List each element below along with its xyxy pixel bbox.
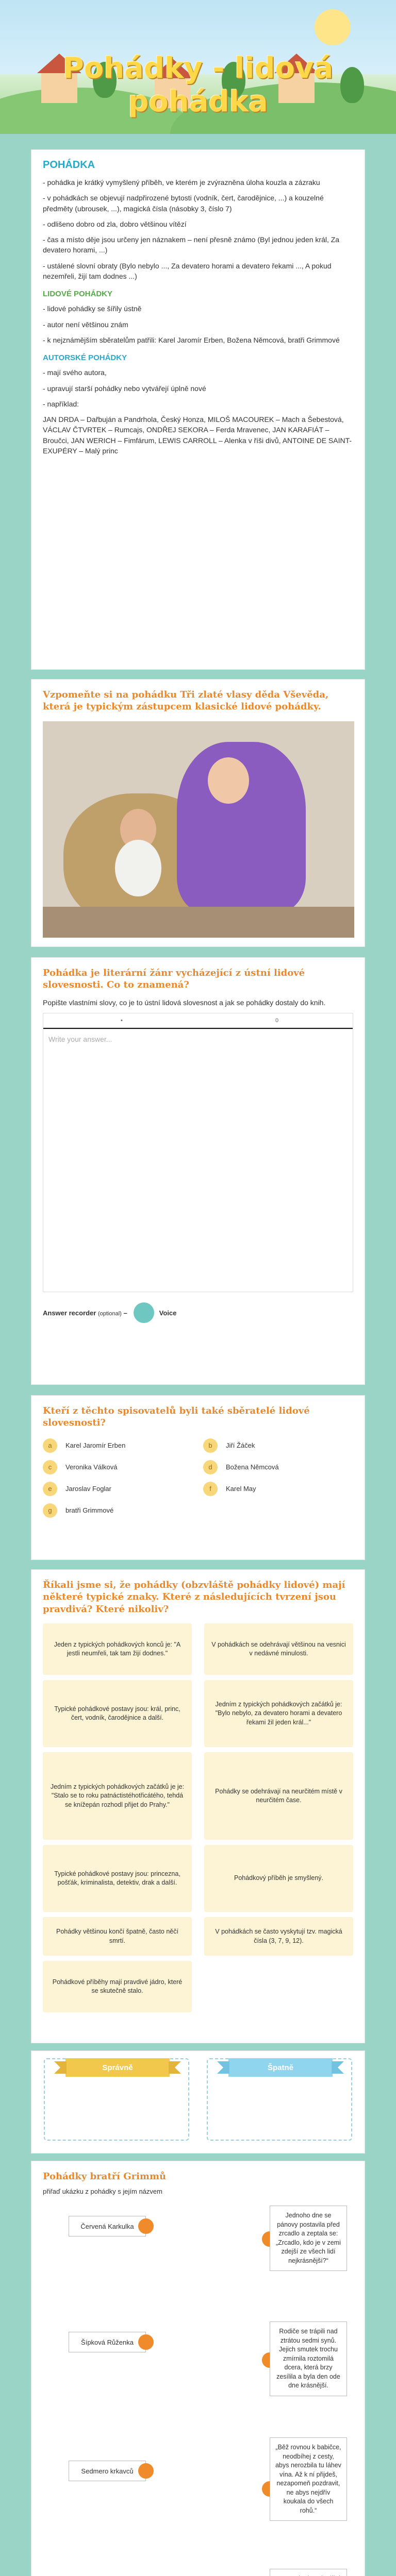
tale-excerpt[interactable]: Rodiče se trápili nad ztrátou sedmi synů. Jejich smutek trochu zmírnila roztomilá dcera, která brzy zesílila a byla den ode dne krásnější. [270,2321,347,2396]
recorder-separator: – [123,1309,127,1317]
statement-tile[interactable]: V pohádkách se často vyskytují tzv. magická čísla (3, 7, 9, 12). [204,1917,353,1956]
correct-bucket[interactable] [44,2058,189,2141]
statement-tile[interactable]: Jedním z typických pohádkových začátků je je: "Stalo se to roku patnáctistéhotřicátého, tehdá se knížepán rozhodl přijet do Prahy." [43,1752,192,1840]
fairy-tale-photo[interactable] [43,721,354,938]
tale-excerpt[interactable]: „Běž rovnou k babičce, neodbíhej z cesty, abys nerozbila tu láhev vína. Až k ní přijdeš, nezapomeň pozdravit, ne abys nejdřív koukala do všech rohů.“ [270,2437,347,2521]
option-letter: c [43,1460,57,1475]
collectors-question: Kteří z těchto spisovatelů byli také sběratelé lidové slovesnosti? [43,1405,310,1429]
essay-question: Pohádka je literární žánr vycházející z ústní lidové slovesnosti. Co to znamená? [43,968,305,991]
numbered-list-icon[interactable]: 0 [275,1018,279,1024]
statement-tile[interactable]: Pohádky většinou končí špatně, často něčí smrtí. [43,1917,192,1956]
grimm-card [31,2161,365,2576]
section-heading: POHÁDKA [43,159,95,171]
correct-label: Správně [65,2058,170,2077]
intro-line: - čas a místo děje jsou určeny jen náznakem – není přesně známo (Byl jednou jeden král, Za devatero horami, ...) [43,235,340,255]
option-item[interactable] [203,1482,353,1496]
truefalse-question: Říkali jsme si, že pohádky (obzvláště pohádky lidové) mají některé typické znaky. Které z následujících tvrzení jsou pravdivá? Které nikoliv? [43,1580,345,1615]
recorder-label: Answer recorder (optional) – [43,1309,127,1317]
connector-dot[interactable] [138,2218,154,2234]
option-item[interactable] [43,1482,193,1496]
option-text: Jaroslav Foglar [65,1485,111,1493]
intro-line: - pohádka je krátký vymyšlený příběh, ve kterém je zvýrazněna úloha kouzla a zázraku [43,178,320,187]
grimm-instruction: přiřaď ukázku z pohádky s jejím názvem [43,2188,162,2196]
folk-line: - autor není většinou znám [43,320,128,329]
statement-tile[interactable]: Jedním z typických pohádkových začátků je: "Bylo nebylo, za devatero horami a devatero řekami žil jeden král..." [204,1680,353,1747]
option-letter: e [43,1482,57,1496]
statement-tiles [43,1623,353,2012]
tale-name[interactable]: Červená Karkulka [69,2216,146,2236]
video-card [31,679,365,947]
connector-dot[interactable] [138,2463,154,2479]
option-item[interactable] [43,1460,193,1475]
match-pair [43,2316,353,2432]
sort-card [31,2050,365,2154]
match-pair [43,2432,353,2564]
beard-illustration [115,840,161,896]
bullet-list-icon[interactable]: • [121,1018,123,1024]
author-line: - například: [43,399,79,408]
essay-description: Popište vlastními slovy, co je to ústní lidová slovesnost a jak se pohádky dostaly do knih. [43,998,326,1007]
option-text: bratři Grimmové [65,1506,114,1515]
option-letter: a [43,1438,57,1453]
option-letter: b [203,1438,218,1453]
collectors-options [43,1438,353,1518]
author-heading: AUTORSKÉ POHÁDKY [43,353,127,363]
wrong-label: Špatně [228,2058,333,2077]
editor-toolbar [43,1013,353,1029]
statement-tile[interactable]: Jeden z typických pohádkových konců je: "A jestli neumřeli, tak tam žijí dodnes." [43,1623,192,1675]
author-line: - upravují starší pohádky nebo vytvářejí úplně nové [43,384,206,393]
essay-card [31,957,365,1385]
record-voice-button[interactable] [134,1302,154,1323]
connector-dot[interactable] [138,2334,154,2350]
option-text: Jiří Žáček [226,1442,255,1450]
intro-line: - ustálené slovní obraty (Bylo nebylo ..., Za devatero horami a devatero řekami ..., A pokud nezemřeli, žijí tam dodnes ...) [43,261,332,281]
option-letter: g [43,1503,57,1518]
option-letter: f [203,1482,218,1496]
author-line: - mají svého autora, [43,368,107,377]
option-text: Božena Němcová [226,1463,279,1471]
statement-tile[interactable]: Typické pohádkové postavy jsou: princezna, pošťák, kriminalista, detektiv, drak a další. [43,1845,192,1912]
option-item[interactable] [43,1503,193,1518]
statement-tile[interactable]: Pohádky se odehrávají na neurčitém místě v neurčitém čase. [204,1752,353,1840]
statement-tile[interactable]: Typické pohádkové postavy jsou: král, princ, čert, vodník, čarodějnice a další. [43,1680,192,1747]
option-item[interactable] [203,1460,353,1475]
folk-heading: LIDOVÉ POHÁDKY [43,290,113,299]
hero-banner [0,0,396,134]
option-item[interactable] [43,1438,193,1453]
floor-illustration [43,907,354,938]
voice-label: Voice [159,1309,177,1317]
option-text: Veronika Válková [65,1463,118,1471]
video-prompt: Vzpomeňte si na pohádku Tři zlaté vlasy děda Vševěda, která je typickým zástupcem klasické lidové pohádky. [43,689,329,713]
sort-buckets [44,2058,352,2141]
folk-line: - k nejznámějším sběratelům patřili: Karel Jaromír Erben, Božena Němcová, bratři Grimmové [43,335,340,344]
intro-line: - v pohádkách se objevují nadpřirozené bytosti (vodník, čert, čarodějnice, ...) a kouzelné předměty (ubrousek, ...), magická čísla (násobky 3, číslo 7) [43,194,324,213]
wrong-bucket[interactable] [207,2058,352,2141]
face-illustration [208,757,249,804]
statement-tile[interactable]: Pohádkové příběhy mají pravdivé jádro, které se skutečně stalo. [43,1961,192,2012]
match-pair [43,2200,353,2316]
folk-line: - lidové pohádky se šířily ústně [43,304,142,313]
intro-card [31,149,365,670]
option-letter: d [203,1460,218,1475]
tale-excerpt[interactable] [270,2569,347,2576]
page-title: Pohádky - lidová pohádka [62,52,334,118]
statement-tile[interactable]: V pohádkách se odehrávají většinou na vesnici v nedávné minulosti. [204,1623,353,1675]
statement-tile[interactable]: Pohádkový příběh je smyšlený. [204,1845,353,1912]
match-pair [43,2564,353,2576]
tale-name[interactable]: Sedmero krkavců [69,2461,146,2481]
option-item[interactable] [203,1438,353,1453]
option-text: Karel Jaromír Erben [65,1442,126,1450]
sun-illustration [315,9,351,45]
toolbar-divider [43,1028,353,1029]
tale-excerpt[interactable]: Jednoho dne se pánovy postavila před zrcadlo a zeptala se: „Zrcadlo, kdo je v zemi zdejší ze všech lidí nejkrásnější?“ [270,2206,347,2271]
author-line: JAN DRDA – Dařbuján a Pandrhola, Český Honza, MILOŠ MACOUREK – Mach a Šebestová, VÁCLAV ČTVRTEK – Rumcajs, ONDŘEJ SEKORA – Ferda Mravenec, JAN KARAFIÁT – Broučci, JAN WERICH – Fimfárum, LEWIS CARROLL – Alenka v říši divů, ANTOINE DE SAINT-EXUPÉRY – Malý princ [43,415,352,455]
tale-name[interactable]: Šípková Růženka [69,2332,146,2352]
truefalse-card [31,1569,365,2043]
collectors-card [31,1395,365,1560]
answer-placeholder[interactable]: Write your answer... [48,1035,112,1044]
grimm-title: Pohádky bratří Grimmů [43,2171,167,2182]
answer-editor[interactable] [43,1013,353,1292]
answer-recorder [43,1302,353,1323]
intro-line: - odlišeno dobro od zla, dobro většinou vítězí [43,219,187,228]
option-text: Karel May [226,1485,256,1493]
recorder-optional: (optional) [97,1310,122,1317]
